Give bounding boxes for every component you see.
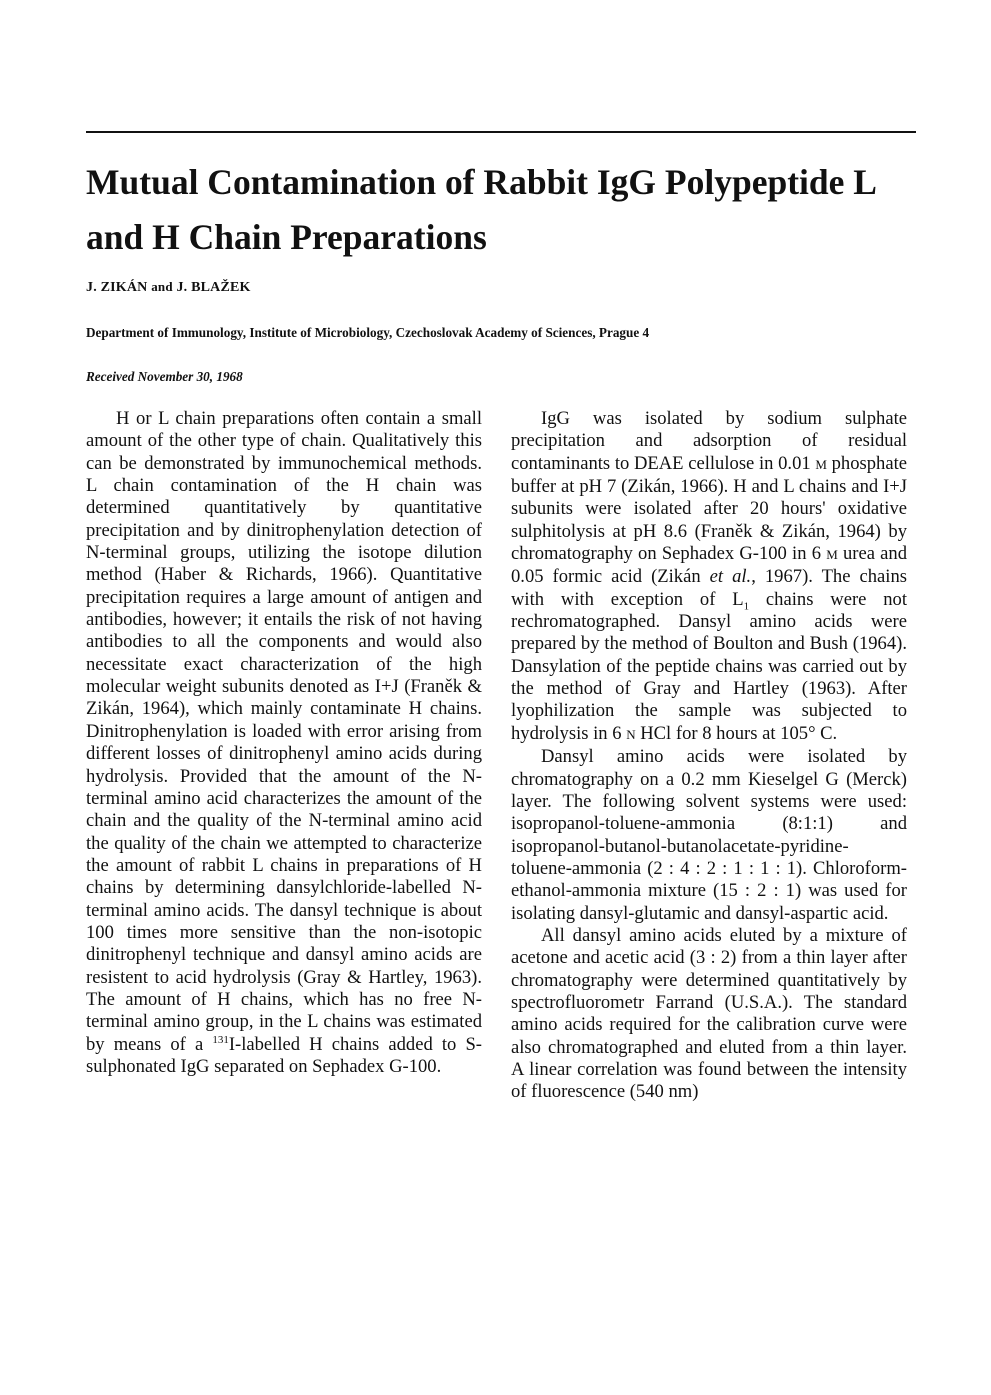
italic-text: et al.	[709, 566, 752, 588]
subscript: 1	[743, 600, 750, 613]
paragraph	[511, 408, 907, 746]
top-rule	[86, 131, 916, 133]
text-run: IgG was isolated by sodium sulphate precipitation and adsorption of residual contaminants to DEAE cellulose in 0.01	[511, 408, 907, 474]
normal-unit: N	[626, 726, 636, 742]
affiliation: Department of Immunology, Institute of Microbiology, Czechoslovak Academy of Sciences, Prague 4	[86, 325, 650, 340]
author-line	[86, 279, 251, 296]
text-run: chains were not rechromatographed. Dansyl amino acids were prepared by the method of Boulton and Bush (1964). Dansylation of the peptide chains was carried out by the method of Gray and Hartley (1963). After lyophilization the sample was subjected to hydrolysis in 6	[511, 588, 907, 744]
text-run: , 1967). The chains with with exception of L	[511, 566, 907, 610]
molar-unit: M	[826, 547, 838, 563]
text-run: H or L chain preparations often contain a small amount of the other type of chain. Qualitatively this can be demonstrated by immunochemical methods. L chain contamination of the H chain was determined quantitatively by quantitative precipitation and by dinitrophenylation detection of N-terminal groups, utilizing the isotope dilution method (Haber & Richards, 1966). Quantitative precipitation requires a large amount of antigen and antibodies, however; it entails the risk of not having antibodies to all the components and would also necessitate exact characterization of the high molecular weight subunits denoted as I+J (Franěk & Zikán, 1964), which mainly contaminate H chains. Dinitrophenylation is loaded with error arising from different losses of dinitrophenyl amino acids during hydrolysis. Provided that the amount of the N-terminal amino acid characterizes the amount of the chain and the quality of the N-terminal amino acid the quality of the chain we attempted to characterize the amount of rabbit L chains in preparations of H chains by determining dansylchloride-labelled N-terminal amino acids. The dansyl technique is about 100 times more sensitive than the non-isotopic dinitrophenyl technique and dansyl amino acids are resistent to acid hydrolysis (Gray & Hartley, 1963). The amount of H chains, which has no free N-terminal amino group, in the L chains was estimated by means of a	[86, 408, 482, 1055]
author-name: J. BLAŽEK	[176, 280, 251, 295]
paper-title: Mutual Contamination of Rabbit IgG Polypeptide L and H Chain Preparations	[86, 162, 875, 257]
author-conjunction: and	[151, 279, 173, 294]
superscript: 131	[212, 1033, 229, 1046]
right-column	[511, 408, 907, 1104]
paragraph: Dansyl amino acids were isolated by chromatography on a 0.2 mm Kieselgel G (Merck) layer. The following solvent systems were used: isopropanol-toluene-ammonia (8:1:1) and isopropanol-butanol-butanolacetate-pyridine-toluene-ammonia (2 : 4 : 2 : 1 : 1 : 1). Chloroform-ethanol-ammonia mixture (15 : 2 : 1) was used for isolating dansyl-glutamic and dansyl-aspartic acid.	[511, 746, 907, 924]
paragraph: All dansyl amino acids eluted by a mixture of acetone and acetic acid (3 : 2) from a thin layer after chromatography were determined quantitatively by spectrofluorometr Farrand (U.S.A.). The standard amino acids required for the calibration curve were also chromatographed and eluted from a thin layer. A linear correlation was found between the intensity of fluorescence (540 nm)	[511, 924, 907, 1103]
molar-unit: M	[815, 456, 827, 472]
received-date: Received November 30, 1968	[86, 369, 243, 384]
paragraph	[86, 408, 482, 1078]
text-run: I-labelled H chains added to S-sulphonated IgG separated on Sephadex G-100.	[86, 1033, 482, 1077]
author-name: J. ZIKÁN	[86, 280, 148, 295]
text-run: HCl for 8 hours at 105° C.	[635, 722, 838, 744]
text-run: urea and 0.05 formic acid (Zikán	[511, 543, 908, 588]
left-column	[86, 408, 482, 1078]
text-run: phosphate buffer at pH 7 (Zikán, 1966). H and L chains and I+J subunits were isolated after 20 hours' oxidative sulphitolysis at pH 8.6 (Franěk & Zikán, 1964) by chromatography on Sephadex G-100 in 6	[511, 452, 907, 565]
